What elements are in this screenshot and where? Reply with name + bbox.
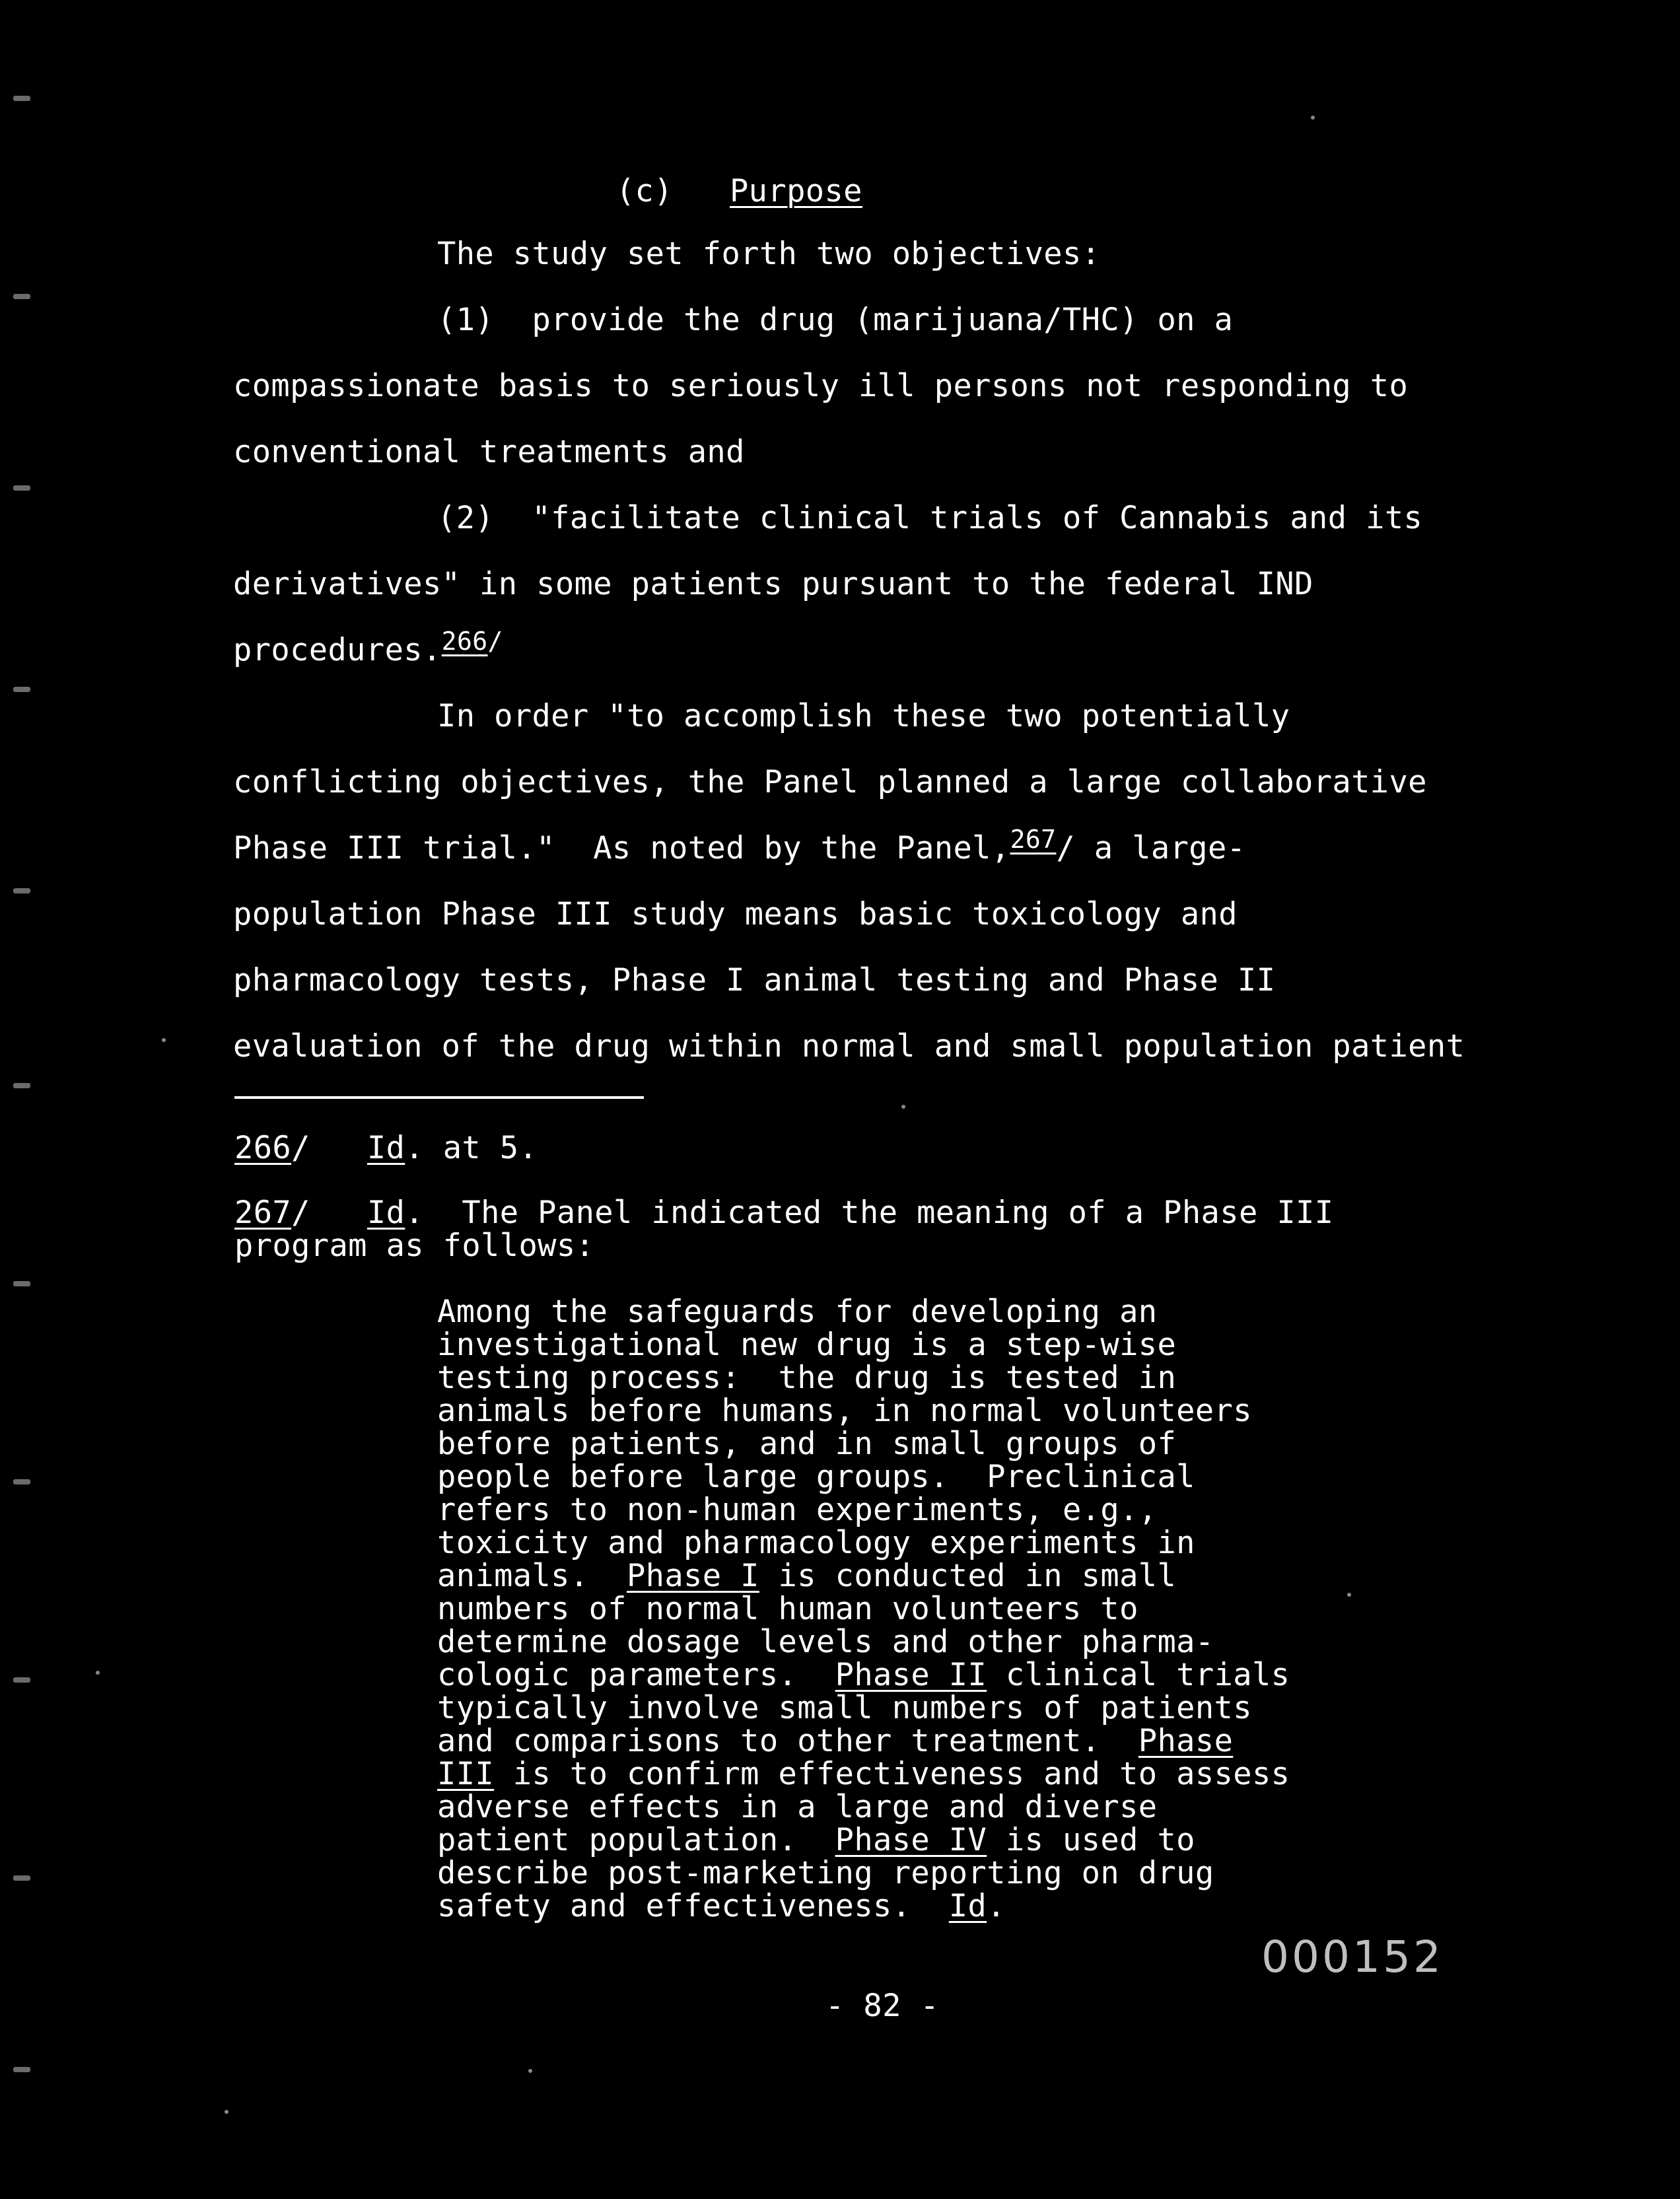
scan-mark — [13, 96, 30, 101]
body-line: population Phase III study means basic toxicology and — [233, 896, 1238, 932]
quote-line: Among the safeguards for developing an — [437, 1294, 1158, 1330]
footnote-text: . The Panel indicated the meaning of a Phase III — [405, 1195, 1334, 1231]
scan-speck — [96, 1671, 100, 1675]
phase-iii-term: III — [437, 1756, 495, 1792]
scan-mark — [13, 1875, 30, 1881]
phase-iv-term: Phase IV — [835, 1822, 987, 1858]
body-text: procedures. — [233, 632, 442, 668]
quote-line: people before large groups. Preclinical — [437, 1459, 1195, 1495]
quote-line: typically involve small numbers of patients — [437, 1690, 1252, 1726]
quote-text: and comparisons to other treatment. — [437, 1723, 1138, 1759]
body-line: conflicting objectives, the Panel planned a large collaborative — [233, 764, 1427, 800]
footnote-id: Id — [367, 1130, 405, 1166]
quote-text: is used to — [987, 1822, 1195, 1858]
quote-line: before patients, and in small groups of — [437, 1426, 1177, 1462]
scan-speck — [1311, 116, 1315, 120]
footnote-text: . at 5. — [405, 1130, 538, 1166]
scan-mark — [13, 1479, 30, 1484]
body-line: The study set forth two objectives: — [437, 236, 1101, 272]
footnote-267 — [234, 1197, 1333, 1230]
quote-line — [437, 1890, 1006, 1923]
footnote-ref-267: 267 — [1010, 825, 1057, 854]
quote-line: numbers of normal human volunteers to — [437, 1591, 1138, 1627]
quote-line: determine dosage levels and other pharma- — [437, 1624, 1214, 1660]
scan-speck — [1347, 1593, 1351, 1597]
quote-text: animals. — [437, 1558, 627, 1594]
body-line: derivatives" in some patients pursuant to the federal IND — [233, 566, 1313, 602]
scan-mark — [13, 687, 30, 692]
scan-speck — [225, 2110, 228, 2114]
quote-line: testing process: the drug is tested in — [437, 1360, 1177, 1396]
quote-text: cologic parameters. — [437, 1657, 835, 1693]
quote-line: adverse effects in a large and diverse — [437, 1789, 1158, 1825]
body-line: (2) "facilitate clinical trials of Cannabis and its — [437, 500, 1423, 536]
quote-line — [437, 1758, 1290, 1791]
section-label: (c) — [615, 173, 673, 209]
phase-ii-term: Phase II — [835, 1657, 987, 1693]
footnote-slash: / — [291, 1130, 310, 1166]
quote-text: safety and effectiveness. — [437, 1888, 949, 1924]
footnote-number: 267 — [234, 1195, 292, 1231]
scan-mark — [13, 485, 30, 491]
quote-text: is conducted in small — [759, 1558, 1177, 1594]
scan-mark — [13, 888, 30, 893]
quote-text: clinical trials — [987, 1657, 1290, 1693]
phase-iii-term: Phase — [1138, 1723, 1234, 1759]
scan-mark — [13, 294, 30, 299]
scan-mark — [13, 2067, 30, 2072]
quote-line: investigational new drug is a step-wise — [437, 1327, 1177, 1363]
quote-line — [437, 1659, 1290, 1692]
scan-mark — [13, 1083, 30, 1088]
footnote-ref-slash: / — [487, 627, 503, 656]
quote-text: . — [987, 1888, 1006, 1924]
body-line: compassionate basis to seriously ill persons not responding to — [233, 368, 1409, 404]
bates-stamp: 000152 — [1261, 1932, 1444, 1982]
footnote-id: Id — [367, 1195, 405, 1231]
footnote-number: 266 — [234, 1130, 292, 1166]
body-line: (1) provide the drug (marijuana/THC) on a — [437, 302, 1234, 338]
phase-i-term: Phase I — [626, 1558, 759, 1594]
quote-text: is to confirm effectiveness and to assess — [494, 1756, 1290, 1792]
quote-line: animals before humans, in normal volunteers — [437, 1393, 1252, 1429]
section-title: Purpose — [729, 173, 862, 209]
footnote-slash: / — [291, 1195, 310, 1231]
body-line: conventional treatments and — [233, 434, 745, 470]
quote-text: patient population. — [437, 1822, 835, 1858]
body-line — [233, 825, 1246, 867]
quote-id: Id — [948, 1888, 987, 1924]
scan-mark — [13, 1281, 30, 1286]
body-text: / a large- — [1056, 830, 1246, 866]
scan-speck — [528, 2069, 532, 2073]
body-line: In order "to accomplish these two potentially — [437, 698, 1290, 734]
footnote-separator — [234, 1096, 644, 1099]
quote-line — [437, 1560, 1176, 1593]
quote-line: describe post-marketing reporting on drug — [437, 1855, 1214, 1891]
quote-line: toxicity and pharmacology experiments in — [437, 1525, 1195, 1561]
quote-line — [437, 1725, 1233, 1758]
scan-speck — [162, 1038, 166, 1042]
quote-line: refers to non-human experiments, e.g., — [437, 1492, 1158, 1528]
body-text: Phase III trial." As noted by the Panel, — [233, 830, 1010, 866]
body-line — [233, 627, 503, 669]
page-number: - 82 - — [825, 1988, 940, 2024]
footnote-ref-266: 266 — [441, 627, 488, 656]
body-line: pharmacology tests, Phase I animal testing and Phase II — [233, 962, 1276, 998]
footnote-267-line2: program as follows: — [234, 1228, 595, 1264]
footnote-266 — [234, 1132, 538, 1165]
scan-speck — [901, 1105, 905, 1109]
scan-mark — [13, 1677, 30, 1683]
quote-line — [437, 1824, 1195, 1857]
section-heading — [540, 136, 862, 247]
body-line: evaluation of the drug within normal and small population patient — [233, 1028, 1465, 1065]
